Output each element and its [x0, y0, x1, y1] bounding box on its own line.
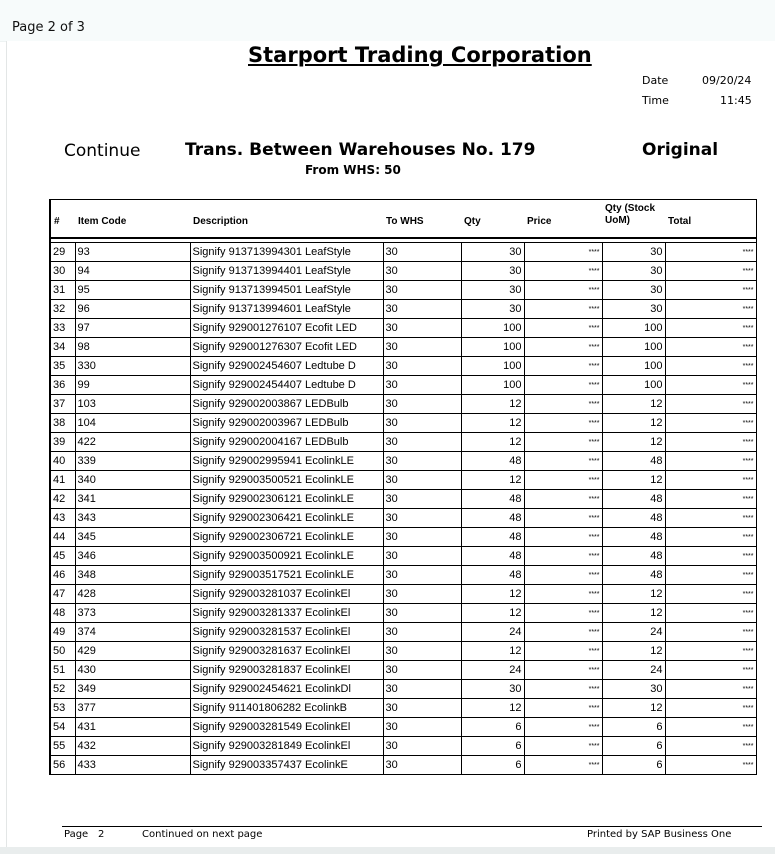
cell-price: **** — [524, 528, 602, 547]
cell-qty: 48 — [461, 547, 524, 566]
cell-whs: 30 — [383, 243, 461, 262]
cell-qty-stock: 30 — [602, 243, 665, 262]
cell-total: **** — [665, 528, 756, 547]
cell-qty-stock: 100 — [602, 357, 665, 376]
cell-no: 48 — [50, 604, 75, 623]
cell-code: 98 — [75, 338, 190, 357]
table-row — [50, 509, 756, 528]
cell-whs: 30 — [383, 718, 461, 737]
cell-qty: 12 — [461, 471, 524, 490]
cell-desc: Signify 929003281637 EcolinkEl — [190, 642, 383, 661]
cell-total: **** — [665, 756, 756, 775]
cell-whs: 30 — [383, 623, 461, 642]
cell-price: **** — [524, 281, 602, 300]
col-header-total: Total — [665, 200, 756, 239]
cell-desc: Signify 929003281837 EcolinkEl — [190, 661, 383, 680]
cell-price: **** — [524, 490, 602, 509]
table-row — [50, 585, 756, 604]
cell-no: 40 — [50, 452, 75, 471]
cell-desc: Signify 913713994601 LeafStyle — [190, 300, 383, 319]
cell-whs: 30 — [383, 357, 461, 376]
cell-qty: 48 — [461, 490, 524, 509]
cell-no: 51 — [50, 661, 75, 680]
cell-price: **** — [524, 300, 602, 319]
cell-desc: Signify 929002003867 LEDBulb — [190, 395, 383, 414]
cell-qty-stock: 48 — [602, 528, 665, 547]
page-indicator: Page 2 of 3 — [12, 20, 85, 35]
cell-whs: 30 — [383, 376, 461, 395]
cell-code: 339 — [75, 452, 190, 471]
cell-qty: 12 — [461, 642, 524, 661]
cell-code: 428 — [75, 585, 190, 604]
table-row — [50, 528, 756, 547]
cell-qty-stock: 6 — [602, 756, 665, 775]
cell-desc: Signify 929001276107 Ecofit LED — [190, 319, 383, 338]
cell-whs: 30 — [383, 585, 461, 604]
cell-no: 47 — [50, 585, 75, 604]
cell-total: **** — [665, 737, 756, 756]
cell-total: **** — [665, 414, 756, 433]
table-row — [50, 300, 756, 319]
cell-qty: 100 — [461, 376, 524, 395]
cell-price: **** — [524, 756, 602, 775]
cell-total: **** — [665, 718, 756, 737]
col-header-qty-stock: Qty (Stock UoM) — [602, 200, 665, 239]
table-row — [50, 319, 756, 338]
cell-code: 345 — [75, 528, 190, 547]
cell-desc: Signify 929003281337 EcolinkEl — [190, 604, 383, 623]
cell-qty-stock: 30 — [602, 680, 665, 699]
cell-no: 33 — [50, 319, 75, 338]
cell-code: 431 — [75, 718, 190, 737]
cell-qty: 48 — [461, 528, 524, 547]
cell-price: **** — [524, 623, 602, 642]
cell-total: **** — [665, 338, 756, 357]
cell-no: 37 — [50, 395, 75, 414]
cell-total: **** — [665, 376, 756, 395]
cell-qty: 24 — [461, 623, 524, 642]
cell-no: 38 — [50, 414, 75, 433]
cell-desc: Signify 929003500921 EcolinkLE — [190, 547, 383, 566]
cell-total: **** — [665, 243, 756, 262]
cell-desc: Signify 913713994301 LeafStyle — [190, 243, 383, 262]
document-title: Trans. Between Warehouses No. 179 — [185, 140, 536, 160]
col-header-to-whs: To WHS — [383, 200, 461, 239]
cell-qty-stock: 30 — [602, 262, 665, 281]
cell-total: **** — [665, 433, 756, 452]
cell-qty: 12 — [461, 395, 524, 414]
cell-qty-stock: 12 — [602, 414, 665, 433]
cell-price: **** — [524, 699, 602, 718]
cell-qty-stock: 48 — [602, 547, 665, 566]
cell-total: **** — [665, 642, 756, 661]
cell-desc: Signify 929001276307 Ecofit LED — [190, 338, 383, 357]
table-row — [50, 642, 756, 661]
cell-desc: Signify 929003517521 EcolinkLE — [190, 566, 383, 585]
cell-total: **** — [665, 357, 756, 376]
table-row — [50, 604, 756, 623]
table-row — [50, 414, 756, 433]
cell-no: 52 — [50, 680, 75, 699]
cell-desc: Signify 929002995941 EcolinkLE — [190, 452, 383, 471]
company-name: Starport Trading Corporation — [248, 43, 592, 67]
footer-page-number: 2 — [98, 829, 105, 840]
footer-printed-by: Printed by SAP Business One — [587, 829, 732, 840]
cell-no: 54 — [50, 718, 75, 737]
table-row — [50, 452, 756, 471]
cell-no: 46 — [50, 566, 75, 585]
cell-desc: Signify 913713994501 LeafStyle — [190, 281, 383, 300]
cell-price: **** — [524, 262, 602, 281]
cell-total: **** — [665, 281, 756, 300]
cell-code: 374 — [75, 623, 190, 642]
cell-no: 39 — [50, 433, 75, 452]
cell-total: **** — [665, 661, 756, 680]
cell-qty: 6 — [461, 718, 524, 737]
cell-qty-stock: 12 — [602, 699, 665, 718]
cell-whs: 30 — [383, 547, 461, 566]
cell-no: 31 — [50, 281, 75, 300]
cell-code: 346 — [75, 547, 190, 566]
cell-qty: 6 — [461, 737, 524, 756]
cell-qty-stock: 30 — [602, 300, 665, 319]
table-row — [50, 623, 756, 642]
cell-total: **** — [665, 509, 756, 528]
cell-price: **** — [524, 338, 602, 357]
table-row — [50, 471, 756, 490]
cell-desc: Signify 929002003967 LEDBulb — [190, 414, 383, 433]
cell-price: **** — [524, 357, 602, 376]
cell-qty-stock: 100 — [602, 319, 665, 338]
cell-code: 97 — [75, 319, 190, 338]
cell-total: **** — [665, 490, 756, 509]
cell-code: 422 — [75, 433, 190, 452]
table-row — [50, 357, 756, 376]
cell-whs: 30 — [383, 414, 461, 433]
cell-qty: 12 — [461, 414, 524, 433]
cell-whs: 30 — [383, 509, 461, 528]
cell-desc: Signify 929003281537 EcolinkEl — [190, 623, 383, 642]
table-row — [50, 661, 756, 680]
cell-no: 44 — [50, 528, 75, 547]
table-row — [50, 395, 756, 414]
table-row — [50, 243, 756, 262]
cell-no: 34 — [50, 338, 75, 357]
cell-price: **** — [524, 395, 602, 414]
viewer-bottom-bar — [0, 847, 775, 854]
cell-desc: Signify 929003500521 EcolinkLE — [190, 471, 383, 490]
cell-whs: 30 — [383, 528, 461, 547]
cell-qty-stock: 12 — [602, 395, 665, 414]
table-row — [50, 547, 756, 566]
cell-price: **** — [524, 737, 602, 756]
cell-whs: 30 — [383, 433, 461, 452]
cell-no: 55 — [50, 737, 75, 756]
cell-total: **** — [665, 566, 756, 585]
cell-desc: Signify 929002306421 EcolinkLE — [190, 509, 383, 528]
cell-desc: Signify 929003357437 EcolinkE — [190, 756, 383, 775]
cell-qty-stock: 100 — [602, 376, 665, 395]
cell-desc: Signify 929003281849 EcolinkEl — [190, 737, 383, 756]
cell-no: 50 — [50, 642, 75, 661]
cell-code: 96 — [75, 300, 190, 319]
cell-qty: 100 — [461, 319, 524, 338]
cell-qty-stock: 12 — [602, 471, 665, 490]
cell-code: 348 — [75, 566, 190, 585]
cell-desc: Signify 911401806282 EcolinkB — [190, 699, 383, 718]
cell-code: 349 — [75, 680, 190, 699]
cell-desc: Signify 913713994401 LeafStyle — [190, 262, 383, 281]
table-row — [50, 737, 756, 756]
cell-price: **** — [524, 243, 602, 262]
col-header-item-code: Item Code — [75, 200, 190, 239]
cell-total: **** — [665, 699, 756, 718]
cell-code: 94 — [75, 262, 190, 281]
date-label: Date — [642, 74, 669, 87]
col-header-description: Description — [190, 200, 383, 239]
cell-desc: Signify 929002454621 EcolinkDl — [190, 680, 383, 699]
cell-whs: 30 — [383, 680, 461, 699]
cell-total: **** — [665, 604, 756, 623]
cell-qty: 48 — [461, 509, 524, 528]
cell-total: **** — [665, 623, 756, 642]
col-header-no: # — [50, 200, 75, 239]
cell-qty: 100 — [461, 338, 524, 357]
cell-total: **** — [665, 452, 756, 471]
cell-qty-stock: 48 — [602, 490, 665, 509]
cell-no: 32 — [50, 300, 75, 319]
cell-whs: 30 — [383, 661, 461, 680]
cell-code: 377 — [75, 699, 190, 718]
cell-whs: 30 — [383, 756, 461, 775]
cell-qty-stock: 12 — [602, 433, 665, 452]
cell-price: **** — [524, 414, 602, 433]
footer-continued: Continued on next page — [142, 829, 263, 840]
cell-total: **** — [665, 319, 756, 338]
cell-whs: 30 — [383, 262, 461, 281]
cell-code: 340 — [75, 471, 190, 490]
cell-total: **** — [665, 547, 756, 566]
date-value: 09/20/24 — [702, 74, 752, 87]
cell-code: 343 — [75, 509, 190, 528]
cell-qty: 30 — [461, 262, 524, 281]
cell-code: 104 — [75, 414, 190, 433]
table-row — [50, 566, 756, 585]
cell-whs: 30 — [383, 490, 461, 509]
cell-qty: 12 — [461, 699, 524, 718]
cell-whs: 30 — [383, 319, 461, 338]
cell-desc: Signify 929002454607 Ledtube D — [190, 357, 383, 376]
cell-no: 45 — [50, 547, 75, 566]
cell-qty: 12 — [461, 585, 524, 604]
cell-code: 432 — [75, 737, 190, 756]
cell-qty: 48 — [461, 452, 524, 471]
cell-qty: 30 — [461, 243, 524, 262]
cell-code: 93 — [75, 243, 190, 262]
table-row — [50, 680, 756, 699]
cell-code: 433 — [75, 756, 190, 775]
cell-price: **** — [524, 471, 602, 490]
footer-divider — [62, 826, 762, 827]
cell-qty-stock: 12 — [602, 585, 665, 604]
cell-code: 330 — [75, 357, 190, 376]
cell-whs: 30 — [383, 338, 461, 357]
cell-no: 36 — [50, 376, 75, 395]
cell-desc: Signify 929002004167 LEDBulb — [190, 433, 383, 452]
time-value: 11:45 — [720, 94, 752, 107]
table-row — [50, 338, 756, 357]
cell-whs: 30 — [383, 471, 461, 490]
table-row — [50, 699, 756, 718]
original-label: Original — [642, 140, 719, 160]
table-header — [50, 200, 756, 239]
cell-no: 53 — [50, 699, 75, 718]
cell-total: **** — [665, 585, 756, 604]
cell-total: **** — [665, 680, 756, 699]
cell-qty: 30 — [461, 680, 524, 699]
cell-no: 56 — [50, 756, 75, 775]
cell-qty: 24 — [461, 661, 524, 680]
col-header-qty: Qty — [461, 200, 524, 239]
cell-price: **** — [524, 585, 602, 604]
cell-desc: Signify 929002306121 EcolinkLE — [190, 490, 383, 509]
table-row — [50, 376, 756, 395]
cell-total: **** — [665, 262, 756, 281]
cell-no: 49 — [50, 623, 75, 642]
cell-code: 341 — [75, 490, 190, 509]
col-header-price: Price — [524, 200, 602, 239]
cell-code: 103 — [75, 395, 190, 414]
cell-price: **** — [524, 376, 602, 395]
cell-qty-stock: 30 — [602, 281, 665, 300]
cell-whs: 30 — [383, 395, 461, 414]
viewer-toolbar — [0, 0, 775, 42]
cell-price: **** — [524, 547, 602, 566]
cell-whs: 30 — [383, 281, 461, 300]
items-table — [49, 199, 757, 775]
cell-desc: Signify 929003281549 EcolinkEl — [190, 718, 383, 737]
cell-desc: Signify 929003281037 EcolinkEl — [190, 585, 383, 604]
table-row — [50, 433, 756, 452]
cell-code: 429 — [75, 642, 190, 661]
table-row — [50, 756, 756, 775]
cell-whs: 30 — [383, 452, 461, 471]
cell-qty: 48 — [461, 566, 524, 585]
cell-code: 99 — [75, 376, 190, 395]
cell-qty-stock: 24 — [602, 661, 665, 680]
cell-qty: 12 — [461, 604, 524, 623]
cell-qty-stock: 48 — [602, 566, 665, 585]
cell-price: **** — [524, 566, 602, 585]
table-row — [50, 262, 756, 281]
cell-whs: 30 — [383, 566, 461, 585]
cell-qty-stock: 6 — [602, 737, 665, 756]
cell-qty-stock: 100 — [602, 338, 665, 357]
footer-page-label: Page — [64, 829, 89, 840]
cell-price: **** — [524, 680, 602, 699]
cell-no: 41 — [50, 471, 75, 490]
cell-no: 42 — [50, 490, 75, 509]
cell-price: **** — [524, 661, 602, 680]
cell-price: **** — [524, 319, 602, 338]
cell-total: **** — [665, 395, 756, 414]
time-label: Time — [642, 94, 669, 107]
cell-qty: 30 — [461, 281, 524, 300]
cell-desc: Signify 929002454407 Ledtube D — [190, 376, 383, 395]
cell-whs: 30 — [383, 642, 461, 661]
cell-code: 430 — [75, 661, 190, 680]
cell-qty-stock: 6 — [602, 718, 665, 737]
cell-price: **** — [524, 642, 602, 661]
cell-no: 29 — [50, 243, 75, 262]
cell-no: 35 — [50, 357, 75, 376]
cell-total: **** — [665, 471, 756, 490]
cell-desc: Signify 929002306721 EcolinkLE — [190, 528, 383, 547]
cell-qty: 6 — [461, 756, 524, 775]
cell-whs: 30 — [383, 300, 461, 319]
cell-qty-stock: 48 — [602, 452, 665, 471]
cell-whs: 30 — [383, 699, 461, 718]
table-row — [50, 281, 756, 300]
cell-qty-stock: 12 — [602, 604, 665, 623]
cell-price: **** — [524, 433, 602, 452]
cell-whs: 30 — [383, 604, 461, 623]
cell-no: 43 — [50, 509, 75, 528]
cell-qty: 30 — [461, 300, 524, 319]
cell-qty: 12 — [461, 433, 524, 452]
cell-qty-stock: 12 — [602, 642, 665, 661]
cell-qty-stock: 48 — [602, 509, 665, 528]
cell-whs: 30 — [383, 737, 461, 756]
from-warehouse: From WHS: 50 — [305, 163, 401, 177]
cell-code: 95 — [75, 281, 190, 300]
table-row — [50, 718, 756, 737]
cell-price: **** — [524, 452, 602, 471]
table-row — [50, 490, 756, 509]
cell-qty-stock: 24 — [602, 623, 665, 642]
cell-no: 30 — [50, 262, 75, 281]
continue-label: Continue — [64, 141, 141, 161]
cell-total: **** — [665, 300, 756, 319]
cell-price: **** — [524, 509, 602, 528]
cell-price: **** — [524, 604, 602, 623]
cell-code: 373 — [75, 604, 190, 623]
cell-price: **** — [524, 718, 602, 737]
cell-qty: 100 — [461, 357, 524, 376]
